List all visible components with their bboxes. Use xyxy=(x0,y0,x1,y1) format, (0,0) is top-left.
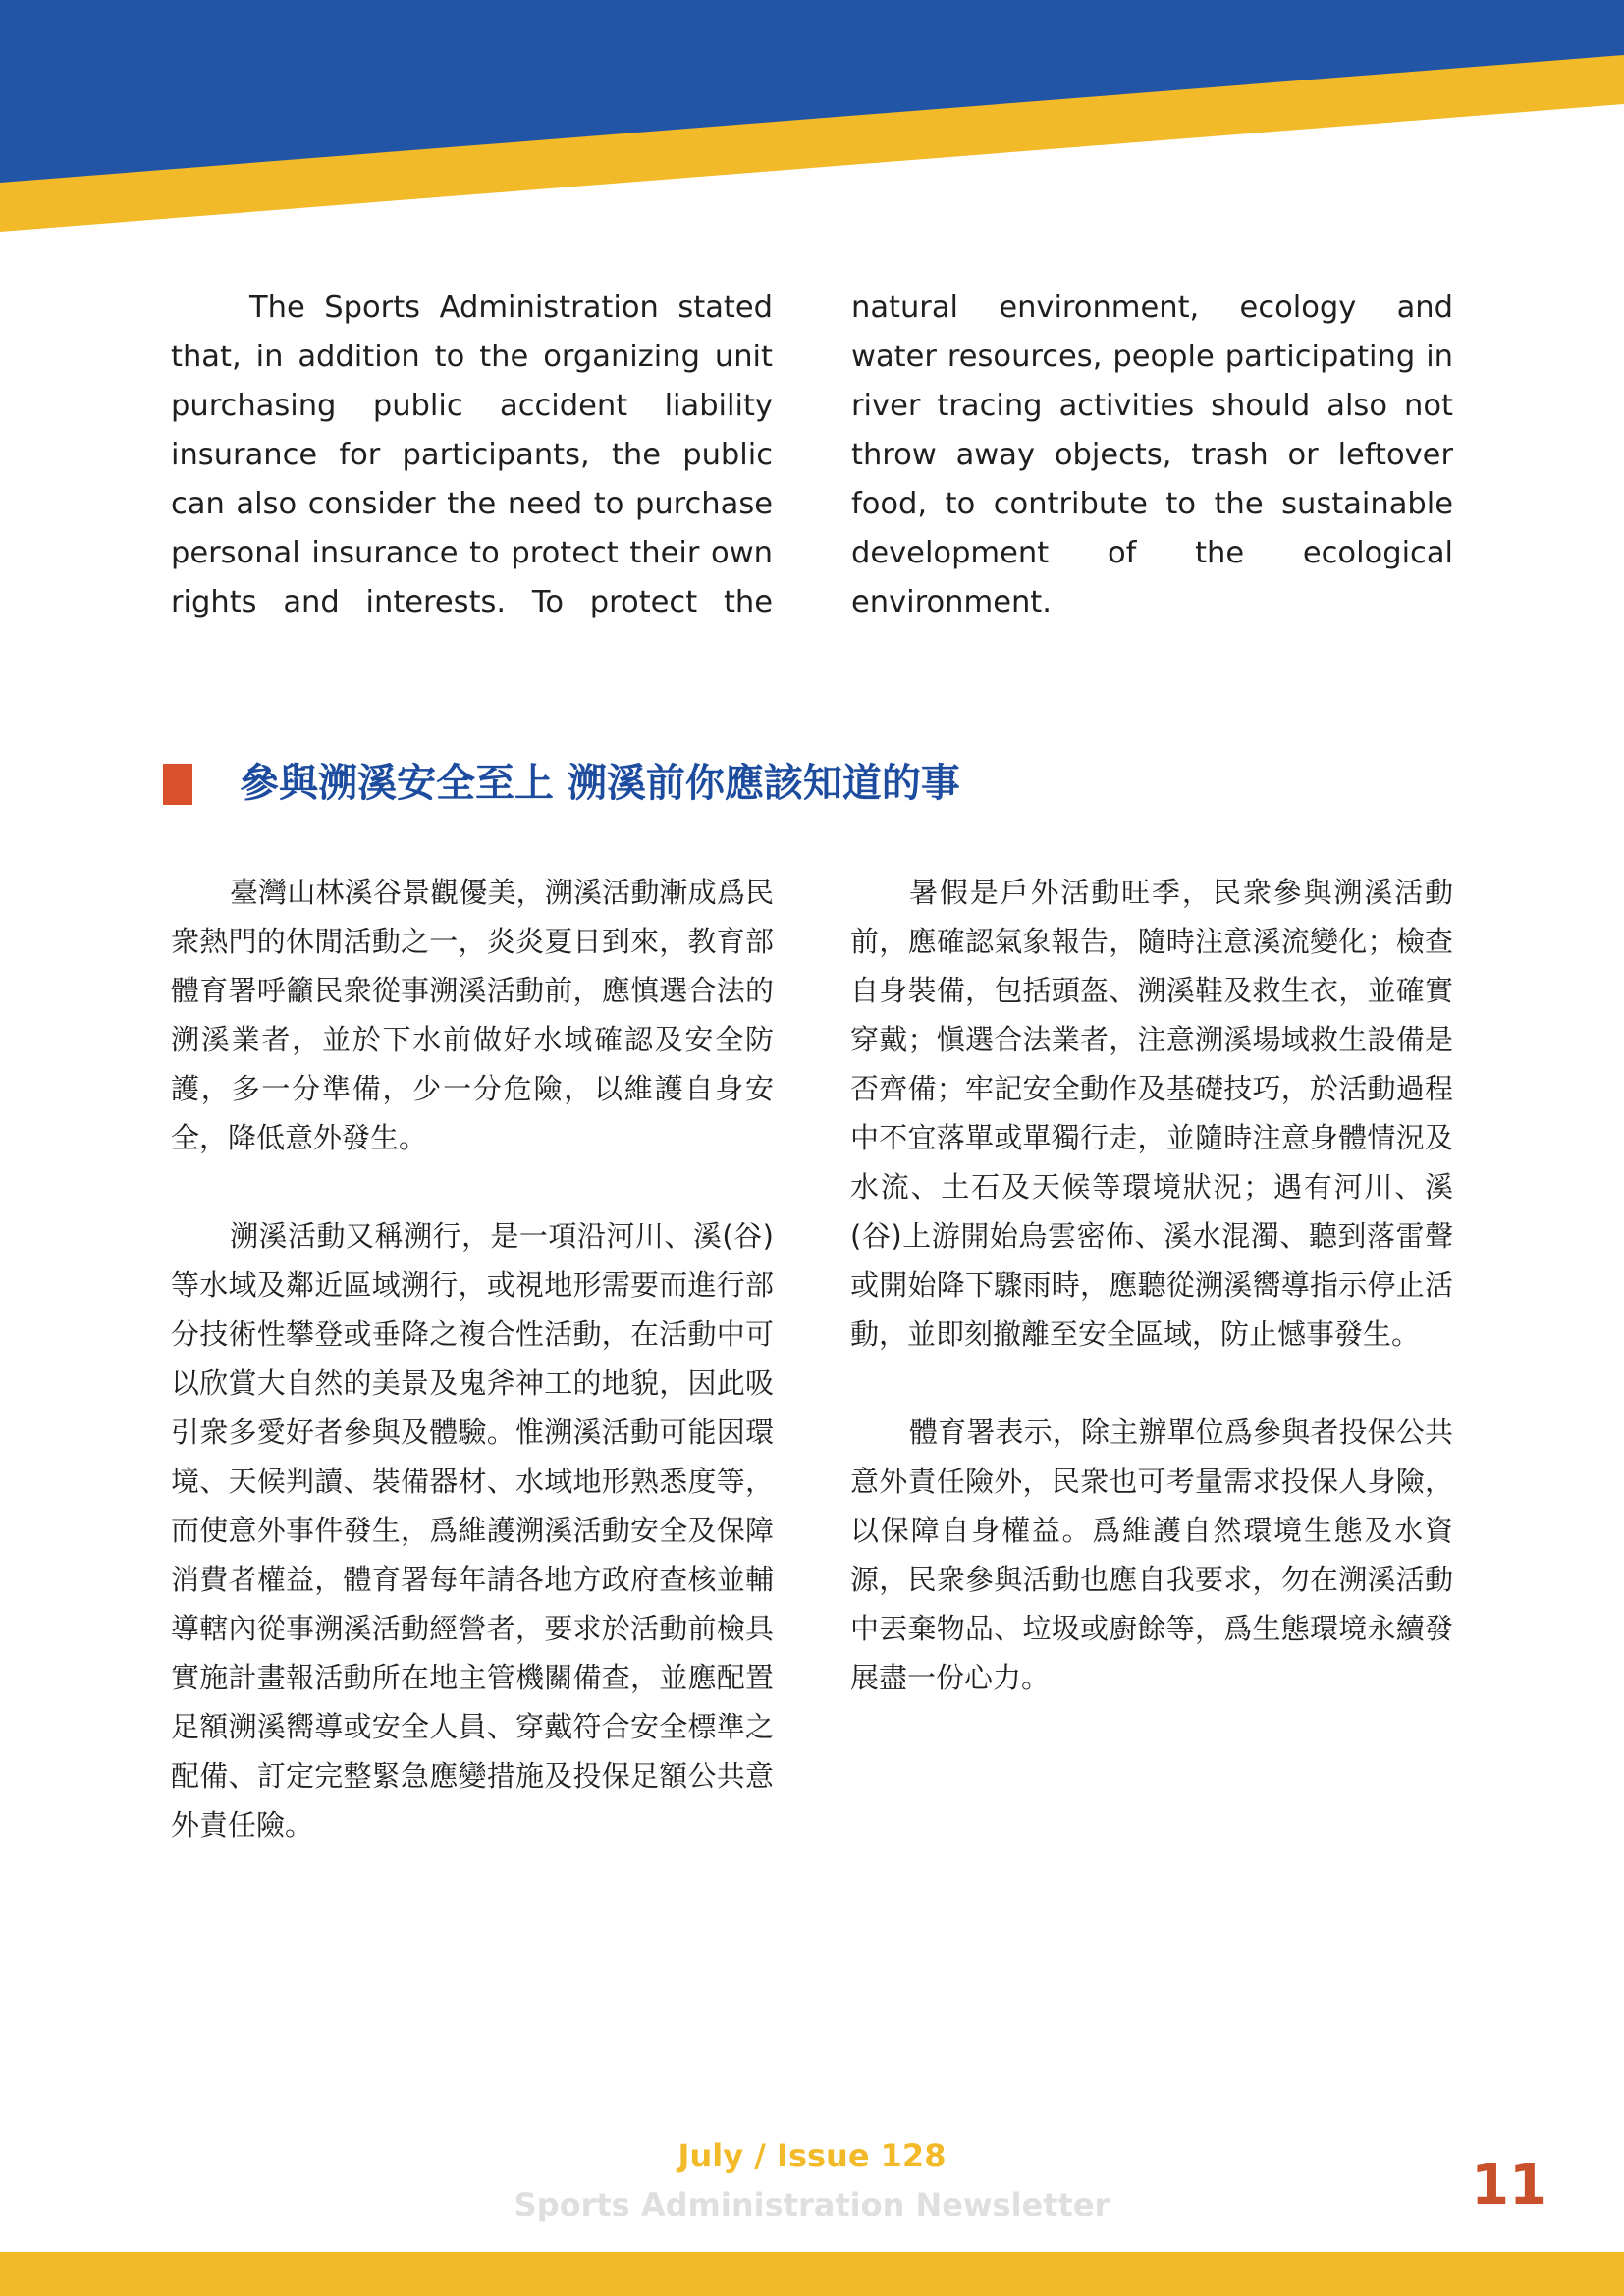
chinese-paragraph: 溯溪活動又稱溯行，是一項沿河川、溪(谷)等水域及鄰近區域溯行，或視地形需要而進行部分技術性攀登或垂降之複合性活動，在活動中可以欣賞大自然的美景及鬼斧神工的地貌，因此吸引衆多愛好者參與及體驗。惟溯溪活動可能因環境、天候判讀、裝備器材、水域地形熟悉度等，而使意外事件發生，爲維護溯溪活動安全及保障消費者權益，體育署每年請各地方政府查核並輔導轄內從事溯溪活動經營者，要求於活動前檢具實施計畫報活動所在地主管機關備查，並應配置足額溯溪嚮導或安全人員、穿戴符合安全標準之配備、訂定完整緊急應變措施及投保足額公共意外責任險。 xyxy=(171,1219,774,1842)
chinese-column-left xyxy=(171,868,774,1898)
footer-bar xyxy=(0,2252,1624,2296)
footer-issue: July / Issue 128 xyxy=(677,2137,947,2174)
chinese-paragraph: 暑假是戶外活動旺季，民衆參與溯溪活動前，應確認氣象報告，隨時注意溪流變化；檢查自身裝備，包括頭盔、溯溪鞋及救生衣，並確實穿戴；愼選合法業者，注意溯溪場域救生設備是否齊備；牢記安全動作及基礎技巧，於活動過程中不宜落單或單獨行走，並隨時注意身體情況及水流、土石及天候等環境狀況；遇有河川、溪(谷)上游開始烏雲密佈、溪水混濁、聽到落雷聲或開始降下驟雨時，應聽從溯溪嚮導指示停止活動，並即刻撤離至安全區域，防止憾事發生。 xyxy=(850,876,1453,1351)
chinese-paragraph: 體育署表示，除主辦單位爲參與者投保公共意外責任險外，民衆也可考量需求投保人身險，以保障自身權益。爲維護自然環境生態及水資源，民衆參與活動也應自我要求，勿在溯溪活動中丟棄物品、垃圾或廚餘等，爲生態環境永續發展盡一份心力。 xyxy=(850,1415,1453,1694)
header-banner xyxy=(0,0,1624,236)
english-article xyxy=(171,284,1453,627)
chinese-paragraph: 臺灣山林溪谷景觀優美，溯溪活動漸成爲民衆熱門的休閒活動之一，炎炎夏日到來，教育部體育署呼籲民衆從事溯溪活動前，應慎選合法的溯溪業者，並於下水前做好水域確認及安全防護，多一分準備，少一分危險，以維護自身安全，降低意外發生。 xyxy=(171,876,774,1154)
page-number: 11 xyxy=(1471,2154,1547,2217)
section-heading xyxy=(163,758,1439,807)
footer-newsletter-title: Sports Administration Newsletter xyxy=(514,2186,1110,2223)
section-title: 參與溯溪安全至上 溯溪前你應該知道的事 xyxy=(240,761,960,806)
heading-accent-bar xyxy=(163,764,192,805)
english-paragraph: The Sports Administration stated that, in addition to the organizing unit purchasing public accident liability insurance for participants, the public can also consider the need to purchase personal insurance to protect their own rights and interests. To protect the natural environment, ecology and water resources, people participating in river tracing activities should also not throw away objects, trash or leftover food, to contribute to the sustainable development of the ecological environment. xyxy=(171,291,1453,619)
chinese-column-right xyxy=(850,868,1453,1751)
